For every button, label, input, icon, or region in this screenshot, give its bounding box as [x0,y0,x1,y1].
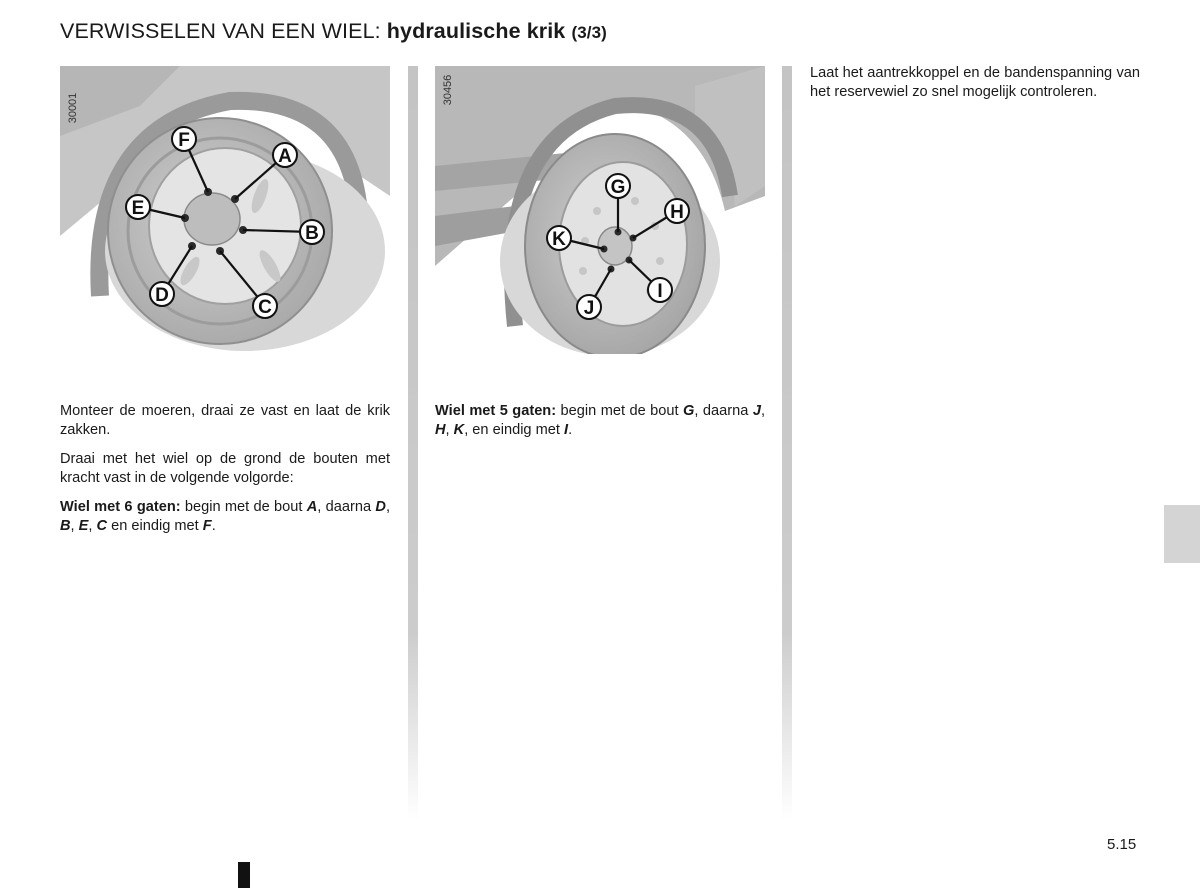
column-divider-right [782,66,792,820]
bolt-label-J: J [583,298,595,319]
column-divider-left [408,66,418,820]
bolt-label-K: K [552,229,566,250]
figure-code: 30456 [442,74,454,106]
paragraph: Laat het aantrekkoppel en de bandenspanning van het reservewiel zo snel mogelijk controleren. [810,65,1140,100]
crop-mark [238,862,250,888]
title-main: VERWISSELEN VAN EEN WIEL: [60,19,381,43]
column-left-text [60,402,390,546]
column-middle-text [435,402,765,450]
bolt-label-B: B [305,223,319,244]
paragraph-six-hole-order: Wiel met 6 gaten: begin met de bout A, daarna D, B, E, C en eindig met F. [60,499,390,534]
page-title [60,19,607,44]
bolt-label-F: F [178,130,190,151]
title-subtitle: hydraulische krik [386,19,566,43]
bolt-label-H: H [670,202,684,223]
title-part-indicator: (3/3) [571,23,607,42]
bolt-label-E: E [131,198,145,219]
page-number: 5.15 [1107,836,1137,853]
figure-six-hole-wheel [60,66,390,354]
column-right-text [810,64,1140,112]
bolt-label-C: C [258,297,272,318]
paragraph-five-hole-order: Wiel met 5 gaten: begin met de bout G, daarna J, H, K, en eindig met I. [435,403,765,438]
figure-five-hole-wheel [435,66,765,354]
bolt-label-D: D [155,285,169,306]
figure-code: 30001 [67,92,79,124]
paragraph: Draai met het wiel op de grond de bouten met kracht vast in de volgende volgorde: [60,451,390,486]
paragraph: Monteer de moeren, draai ze vast en laat de krik zakken. [60,403,390,438]
bolt-label-G: G [610,177,626,198]
chapter-tab [1164,505,1200,563]
bolt-label-I: I [657,281,663,302]
bolt-label-A: A [278,146,292,167]
